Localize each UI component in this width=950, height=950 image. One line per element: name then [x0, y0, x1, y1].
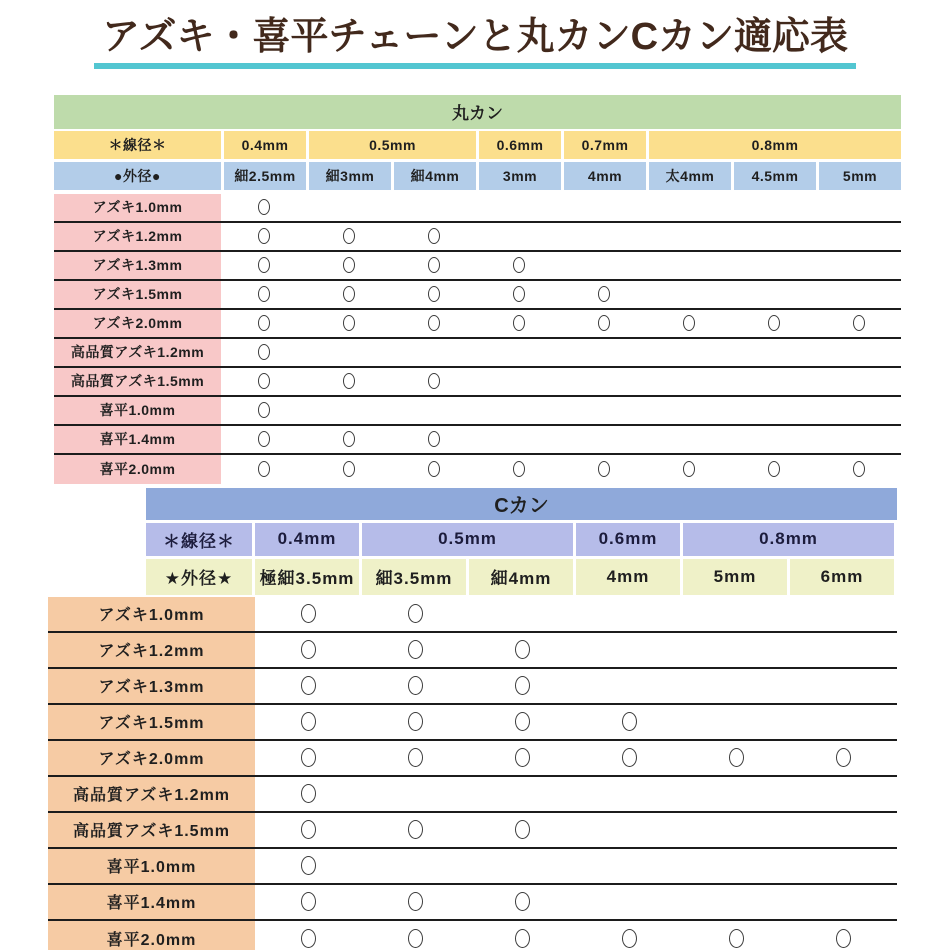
marukan-wire-diameter-row: [54, 131, 901, 159]
wire-diameter-label: ＊線径＊: [146, 523, 252, 556]
compatibility-mark-circle: [598, 461, 610, 477]
compatibility-mark-circle: [301, 784, 316, 803]
mark-cell: [255, 741, 362, 775]
mark-cell: [362, 885, 469, 919]
compatibility-mark-circle: [622, 748, 637, 767]
compatibility-mark-circle: [408, 604, 423, 623]
empty-cell: [683, 705, 790, 739]
empty-cell: [816, 223, 901, 250]
compatibility-mark-circle: [343, 315, 355, 331]
compatibility-mark-circle: [513, 257, 525, 273]
mark-cell: [221, 368, 306, 395]
mark-cell: [731, 310, 816, 337]
compatibility-mark-circle: [622, 929, 637, 948]
compatibility-mark-circle: [258, 315, 270, 331]
compatibility-mark-circle: [683, 461, 695, 477]
chain-row-label: アズキ1.2mm: [48, 633, 255, 667]
mark-cell: [790, 921, 897, 950]
wire-diameter-value: 0.8mm: [683, 523, 894, 556]
ckan-data-rows: [48, 597, 897, 950]
wire-diameter-label: ＊線径＊: [54, 131, 221, 159]
empty-cell: [683, 885, 790, 919]
empty-cell: [731, 426, 816, 453]
mark-cell: [255, 705, 362, 739]
chain-row: [54, 194, 901, 223]
mark-cell: [683, 921, 790, 950]
compatibility-mark-circle: [301, 712, 316, 731]
compatibility-mark-circle: [301, 676, 316, 695]
mark-cell: [790, 741, 897, 775]
outer-diameter-value: 5mm: [683, 559, 787, 595]
mark-cell: [469, 633, 576, 667]
compatibility-mark-circle: [428, 461, 440, 477]
chain-row: [54, 223, 901, 252]
compatibility-mark-circle: [513, 461, 525, 477]
empty-cell: [790, 849, 897, 883]
wire-diameter-value: 0.6mm: [576, 523, 680, 556]
compatibility-mark-circle: [258, 402, 270, 418]
mark-cell: [576, 741, 683, 775]
mark-cell: [362, 633, 469, 667]
page: [0, 16, 950, 950]
empty-cell: [391, 194, 476, 221]
mark-cell: [391, 426, 476, 453]
mark-cell: [306, 223, 391, 250]
compatibility-mark-circle: [343, 286, 355, 302]
compatibility-mark-circle: [301, 604, 316, 623]
compatibility-mark-circle: [301, 856, 316, 875]
empty-cell: [790, 669, 897, 703]
empty-cell: [476, 223, 561, 250]
compatibility-mark-circle: [729, 929, 744, 948]
chain-row: [54, 310, 901, 339]
empty-cell: [646, 281, 731, 308]
outer-diameter-label: ●外径●: [54, 162, 221, 190]
mark-cell: [731, 455, 816, 484]
compatibility-mark-circle: [515, 748, 530, 767]
compatibility-mark-circle: [622, 712, 637, 731]
ckan-compatibility-table: [48, 488, 897, 950]
mark-cell: [391, 368, 476, 395]
empty-cell: [731, 368, 816, 395]
chain-row: [48, 633, 897, 669]
empty-cell: [646, 223, 731, 250]
ckan-table-title: Cカン: [146, 488, 897, 520]
mark-cell: [646, 455, 731, 484]
mark-cell: [391, 252, 476, 279]
mark-cell: [476, 252, 561, 279]
empty-cell: [306, 339, 391, 366]
mark-cell: [476, 281, 561, 308]
empty-cell: [731, 194, 816, 221]
compatibility-mark-circle: [515, 892, 530, 911]
mark-cell: [221, 281, 306, 308]
chain-row-label: アズキ1.2mm: [54, 223, 221, 250]
chain-row-label: 高品質アズキ1.2mm: [54, 339, 221, 366]
outer-diameter-value: 4mm: [576, 559, 680, 595]
empty-cell: [790, 705, 897, 739]
compatibility-mark-circle: [343, 228, 355, 244]
mark-cell: [646, 310, 731, 337]
chain-row: [48, 669, 897, 705]
compatibility-mark-circle: [683, 315, 695, 331]
mark-cell: [576, 921, 683, 950]
chain-row-label: 喜平1.0mm: [54, 397, 221, 424]
empty-cell: [816, 368, 901, 395]
chain-row: [54, 368, 901, 397]
compatibility-mark-circle: [258, 373, 270, 389]
wire-diameter-value: 0.6mm: [479, 131, 561, 159]
compatibility-mark-circle: [258, 199, 270, 215]
compatibility-mark-circle: [343, 257, 355, 273]
mark-cell: [306, 368, 391, 395]
mark-cell: [683, 741, 790, 775]
wire-diameter-value: 0.5mm: [309, 131, 476, 159]
chain-row: [54, 281, 901, 310]
empty-cell: [561, 426, 646, 453]
empty-cell: [561, 339, 646, 366]
empty-cell: [646, 397, 731, 424]
mark-cell: [306, 310, 391, 337]
empty-cell: [790, 633, 897, 667]
empty-cell: [790, 813, 897, 847]
wire-diameter-value: 0.5mm: [362, 523, 573, 556]
empty-cell: [561, 397, 646, 424]
empty-cell: [816, 281, 901, 308]
empty-cell: [683, 669, 790, 703]
empty-cell: [816, 194, 901, 221]
empty-cell: [576, 597, 683, 631]
wire-diameter-value: 0.7mm: [564, 131, 646, 159]
empty-cell: [731, 252, 816, 279]
compatibility-mark-circle: [408, 748, 423, 767]
empty-cell: [731, 339, 816, 366]
mark-cell: [391, 223, 476, 250]
compatibility-mark-circle: [768, 461, 780, 477]
empty-cell: [731, 281, 816, 308]
compatibility-mark-circle: [408, 929, 423, 948]
empty-cell: [362, 777, 469, 811]
mark-cell: [255, 813, 362, 847]
chain-row-label: アズキ1.0mm: [54, 194, 221, 221]
compatibility-mark-circle: [408, 892, 423, 911]
mark-cell: [469, 885, 576, 919]
empty-cell: [469, 777, 576, 811]
page-title: アズキ・喜平チェーンと丸カンCカン適応表: [94, 16, 856, 69]
mark-cell: [816, 455, 901, 484]
chain-row: [48, 597, 897, 633]
empty-cell: [646, 339, 731, 366]
mark-cell: [469, 705, 576, 739]
chain-row: [48, 741, 897, 777]
empty-cell: [362, 849, 469, 883]
compatibility-mark-circle: [343, 373, 355, 389]
empty-cell: [683, 633, 790, 667]
compatibility-mark-circle: [836, 748, 851, 767]
compatibility-mark-circle: [258, 431, 270, 447]
compatibility-mark-circle: [428, 315, 440, 331]
mark-cell: [816, 310, 901, 337]
chain-row: [48, 705, 897, 741]
empty-cell: [576, 669, 683, 703]
compatibility-mark-circle: [408, 676, 423, 695]
empty-cell: [816, 252, 901, 279]
outer-diameter-value: 4.5mm: [734, 162, 816, 190]
chain-row-label: 喜平1.4mm: [48, 885, 255, 919]
compatibility-mark-circle: [258, 461, 270, 477]
outer-diameter-value: 6mm: [790, 559, 894, 595]
compatibility-mark-circle: [428, 286, 440, 302]
compatibility-mark-circle: [513, 315, 525, 331]
empty-cell: [683, 777, 790, 811]
compatibility-mark-circle: [408, 820, 423, 839]
mark-cell: [576, 705, 683, 739]
mark-cell: [221, 194, 306, 221]
empty-cell: [391, 339, 476, 366]
empty-cell: [469, 597, 576, 631]
mark-cell: [469, 741, 576, 775]
mark-cell: [362, 597, 469, 631]
marukan-table-title: 丸カン: [54, 95, 901, 129]
empty-cell: [646, 194, 731, 221]
compatibility-mark-circle: [301, 892, 316, 911]
compatibility-mark-circle: [598, 286, 610, 302]
empty-cell: [476, 368, 561, 395]
mark-cell: [476, 310, 561, 337]
empty-cell: [576, 849, 683, 883]
empty-cell: [731, 223, 816, 250]
outer-diameter-value: 細3.5mm: [362, 559, 466, 595]
empty-cell: [731, 397, 816, 424]
mark-cell: [306, 252, 391, 279]
mark-cell: [469, 669, 576, 703]
mark-cell: [391, 310, 476, 337]
empty-cell: [683, 813, 790, 847]
empty-cell: [816, 397, 901, 424]
chain-row-label: 高品質アズキ1.5mm: [48, 813, 255, 847]
compatibility-mark-circle: [428, 431, 440, 447]
empty-cell: [790, 597, 897, 631]
compatibility-mark-circle: [768, 315, 780, 331]
compatibility-mark-circle: [515, 820, 530, 839]
empty-cell: [790, 777, 897, 811]
mark-cell: [255, 849, 362, 883]
chain-row: [54, 252, 901, 281]
empty-cell: [646, 426, 731, 453]
mark-cell: [221, 310, 306, 337]
mark-cell: [255, 633, 362, 667]
chain-row: [48, 813, 897, 849]
empty-cell: [683, 597, 790, 631]
marukan-outer-diameter-row: [54, 162, 901, 190]
empty-cell: [476, 339, 561, 366]
mark-cell: [221, 455, 306, 484]
wire-diameter-value: 0.4mm: [255, 523, 359, 556]
compatibility-mark-circle: [301, 640, 316, 659]
empty-cell: [306, 194, 391, 221]
compatibility-mark-circle: [428, 228, 440, 244]
mark-cell: [221, 397, 306, 424]
outer-diameter-value: 4mm: [564, 162, 646, 190]
mark-cell: [362, 813, 469, 847]
compatibility-mark-circle: [853, 461, 865, 477]
empty-cell: [576, 813, 683, 847]
chain-row-label: 喜平1.4mm: [54, 426, 221, 453]
chain-row: [48, 885, 897, 921]
mark-cell: [255, 885, 362, 919]
compatibility-mark-circle: [301, 929, 316, 948]
compatibility-mark-circle: [836, 929, 851, 948]
compatibility-mark-circle: [258, 286, 270, 302]
empty-cell: [646, 368, 731, 395]
compatibility-mark-circle: [515, 929, 530, 948]
marukan-data-rows: [54, 194, 901, 484]
compatibility-mark-circle: [301, 820, 316, 839]
empty-cell: [576, 633, 683, 667]
compatibility-mark-circle: [515, 640, 530, 659]
mark-cell: [391, 281, 476, 308]
empty-cell: [391, 397, 476, 424]
empty-cell: [561, 368, 646, 395]
compatibility-mark-circle: [598, 315, 610, 331]
chain-row-label: アズキ1.5mm: [54, 281, 221, 308]
mark-cell: [391, 455, 476, 484]
empty-cell: [476, 194, 561, 221]
chain-row: [48, 921, 897, 950]
compatibility-mark-circle: [729, 748, 744, 767]
empty-cell: [561, 252, 646, 279]
outer-diameter-value: 細2.5mm: [224, 162, 306, 190]
compatibility-mark-circle: [258, 257, 270, 273]
mark-cell: [469, 813, 576, 847]
chain-row-label: 高品質アズキ1.2mm: [48, 777, 255, 811]
outer-diameter-value: 極細3.5mm: [255, 559, 359, 595]
chain-row: [54, 397, 901, 426]
chain-row-label: 喜平2.0mm: [48, 921, 255, 950]
chain-row-label: 喜平1.0mm: [48, 849, 255, 883]
mark-cell: [306, 281, 391, 308]
mark-cell: [306, 455, 391, 484]
mark-cell: [561, 455, 646, 484]
ckan-outer-diameter-row: [146, 559, 897, 595]
marukan-compatibility-table: [54, 95, 901, 484]
chain-row-label: 喜平2.0mm: [54, 455, 221, 484]
outer-diameter-value: 細4mm: [469, 559, 573, 595]
compatibility-mark-circle: [515, 676, 530, 695]
outer-diameter-value: 5mm: [819, 162, 901, 190]
empty-cell: [476, 397, 561, 424]
empty-cell: [816, 426, 901, 453]
mark-cell: [362, 669, 469, 703]
mark-cell: [561, 281, 646, 308]
empty-cell: [576, 885, 683, 919]
empty-cell: [816, 339, 901, 366]
mark-cell: [221, 426, 306, 453]
mark-cell: [255, 777, 362, 811]
chain-row: [48, 849, 897, 885]
outer-diameter-value: 太4mm: [649, 162, 731, 190]
mark-cell: [476, 455, 561, 484]
chain-row: [54, 339, 901, 368]
compatibility-mark-circle: [343, 431, 355, 447]
mark-cell: [221, 339, 306, 366]
outer-diameter-label: ★外径★: [146, 559, 252, 595]
mark-cell: [255, 669, 362, 703]
mark-cell: [306, 426, 391, 453]
mark-cell: [221, 252, 306, 279]
compatibility-mark-circle: [301, 748, 316, 767]
chain-row-label: アズキ1.3mm: [48, 669, 255, 703]
chain-row-label: アズキ2.0mm: [48, 741, 255, 775]
chain-row-label: アズキ1.0mm: [48, 597, 255, 631]
empty-cell: [790, 885, 897, 919]
compatibility-mark-circle: [513, 286, 525, 302]
mark-cell: [362, 921, 469, 950]
empty-cell: [683, 849, 790, 883]
mark-cell: [561, 310, 646, 337]
compatibility-mark-circle: [258, 228, 270, 244]
outer-diameter-value: 細4mm: [394, 162, 476, 190]
mark-cell: [221, 223, 306, 250]
empty-cell: [576, 777, 683, 811]
compatibility-mark-circle: [428, 257, 440, 273]
empty-cell: [646, 252, 731, 279]
mark-cell: [469, 921, 576, 950]
chain-row-label: アズキ1.3mm: [54, 252, 221, 279]
chain-row-label: アズキ2.0mm: [54, 310, 221, 337]
mark-cell: [362, 705, 469, 739]
chain-row-label: アズキ1.5mm: [48, 705, 255, 739]
compatibility-mark-circle: [343, 461, 355, 477]
compatibility-mark-circle: [408, 712, 423, 731]
chain-row: [54, 426, 901, 455]
compatibility-mark-circle: [428, 373, 440, 389]
compatibility-mark-circle: [258, 344, 270, 360]
compatibility-mark-circle: [853, 315, 865, 331]
wire-diameter-value: 0.4mm: [224, 131, 306, 159]
compatibility-mark-circle: [515, 712, 530, 731]
chain-row-label: 高品質アズキ1.5mm: [54, 368, 221, 395]
empty-cell: [469, 849, 576, 883]
mark-cell: [362, 741, 469, 775]
wire-diameter-value: 0.8mm: [649, 131, 901, 159]
mark-cell: [255, 921, 362, 950]
empty-cell: [561, 194, 646, 221]
empty-cell: [476, 426, 561, 453]
empty-cell: [561, 223, 646, 250]
chain-row: [54, 455, 901, 484]
outer-diameter-value: 細3mm: [309, 162, 391, 190]
compatibility-mark-circle: [408, 640, 423, 659]
mark-cell: [255, 597, 362, 631]
chain-row: [48, 777, 897, 813]
outer-diameter-value: 3mm: [479, 162, 561, 190]
ckan-wire-diameter-row: [146, 523, 897, 556]
empty-cell: [306, 397, 391, 424]
